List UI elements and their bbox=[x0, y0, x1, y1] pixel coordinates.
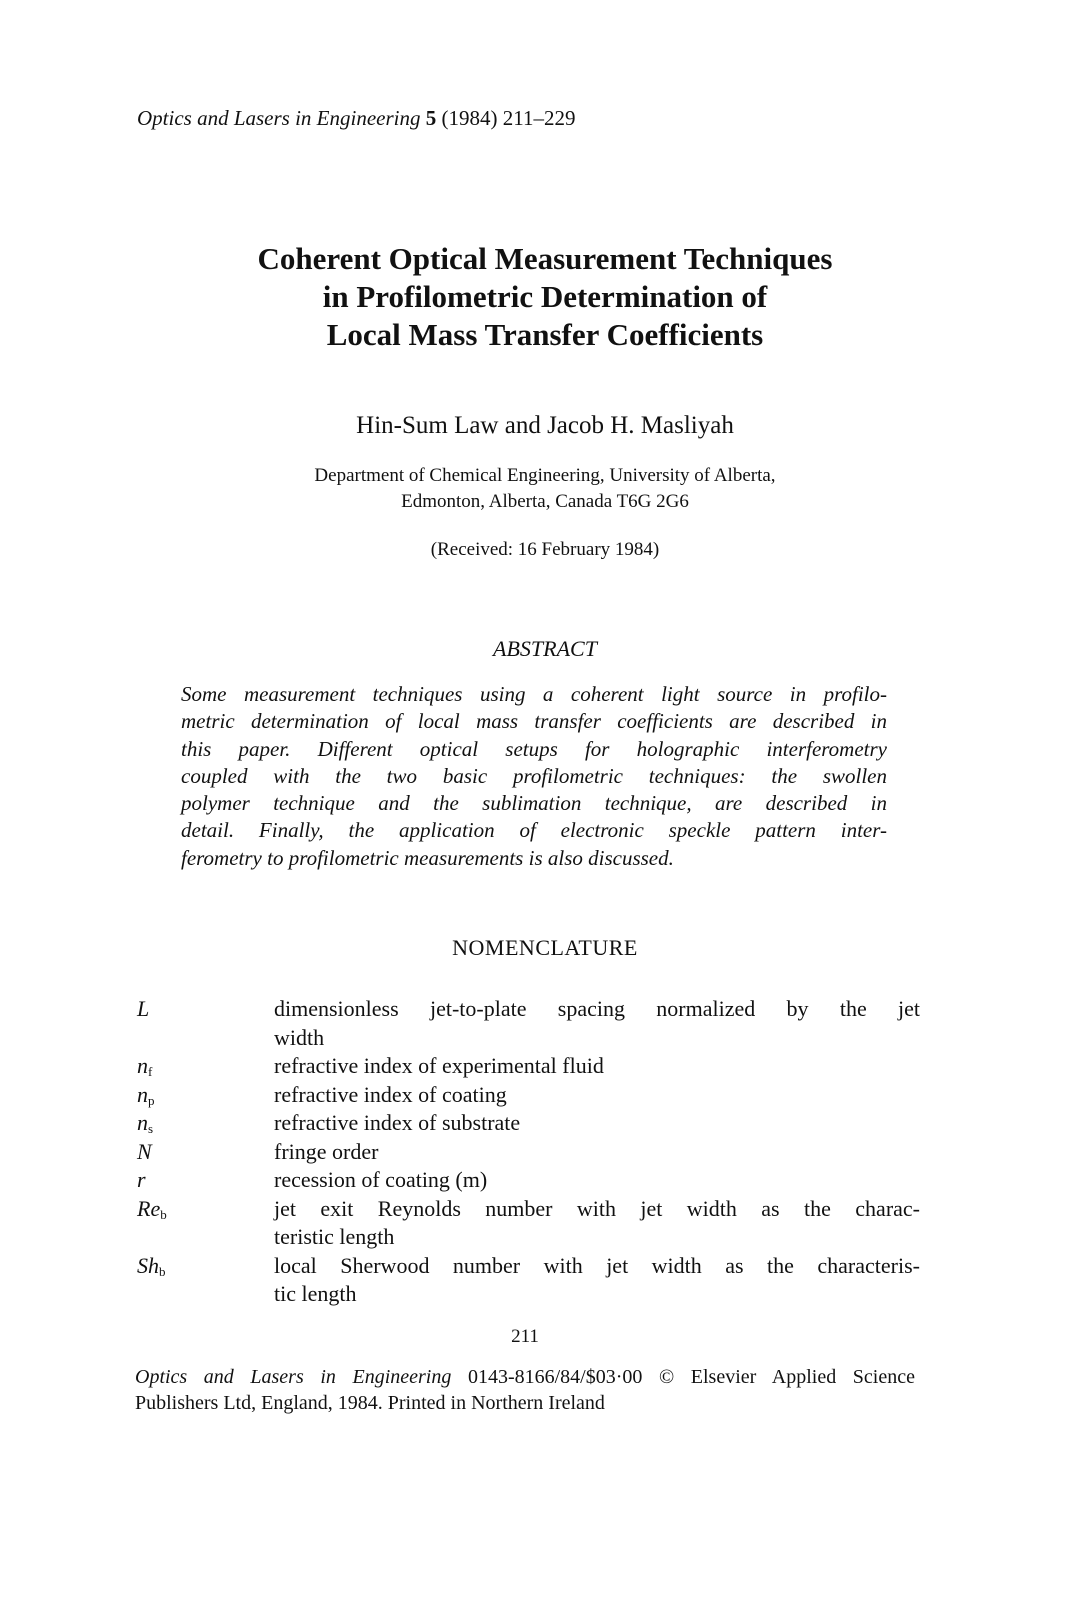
nomenclature-definition: refractive index of experimental fluid bbox=[274, 1053, 604, 1078]
nomenclature-item bbox=[137, 1109, 927, 1138]
affiliation-line: Department of Chemical Engineering, University of Alberta, bbox=[314, 465, 776, 486]
abstract-line: coupled with the two basic profilometric techniques: the swollen bbox=[181, 763, 887, 788]
title-line: Coherent Optical Measurement Techniques bbox=[257, 241, 833, 276]
nomenclature-item bbox=[137, 995, 927, 1052]
nomenclature-definition: fringe order bbox=[274, 1138, 379, 1164]
footer-line bbox=[135, 1364, 915, 1390]
nomenclature-heading: NOMENCLATURE bbox=[452, 935, 638, 960]
nomenclature-symbol: $Sh_b$ bbox=[137, 1252, 166, 1279]
abstract-body bbox=[181, 681, 887, 872]
nomenclature-symbol: L bbox=[137, 996, 150, 1021]
nomenclature-item bbox=[137, 1252, 927, 1309]
abstract-line: polymer technique and the sublimation technique, are described in bbox=[181, 791, 887, 816]
nomenclature-definition: refractive index of coating bbox=[274, 1081, 507, 1107]
affiliation-line: Edmonton, Alberta, Canada T6G 2G6 bbox=[401, 491, 689, 512]
nomenclature-symbol: $n_p$ bbox=[137, 1081, 155, 1108]
nomenclature-item bbox=[137, 1081, 927, 1110]
nomenclature-symbol: N bbox=[137, 1138, 152, 1164]
nomenclature-list bbox=[137, 995, 927, 1309]
nomenclature-item bbox=[137, 1138, 927, 1167]
journal-year-pages: (1984) 211–229 bbox=[441, 106, 576, 130]
title-line: Local Mass Transfer Coefficients bbox=[326, 317, 764, 352]
authors: Hin-Sum Law and Jacob H. Masliyah bbox=[356, 412, 734, 439]
received-date: (Received: 16 February 1984) bbox=[430, 539, 660, 560]
affiliation bbox=[100, 463, 990, 515]
nomenclature-definition: jet exit Reynolds number with jet width as the charac- teristic length bbox=[274, 1195, 920, 1249]
nomenclature-symbol: $n_f$ bbox=[137, 1053, 153, 1079]
footer-journal: Optics and Lasers in Engineering bbox=[135, 1366, 452, 1388]
nomenclature-symbol: $Re_b$ bbox=[137, 1195, 167, 1222]
page-number: 211 bbox=[511, 1326, 539, 1347]
footer-issn: 0143-8166/84/$03·00 © Elsevier Applied Science bbox=[467, 1366, 915, 1388]
nomenclature-definition: recession of coating (m) bbox=[274, 1167, 488, 1192]
publisher-footer bbox=[135, 1364, 915, 1416]
nomenclature-definition: refractive index of substrate bbox=[274, 1110, 521, 1135]
journal-header bbox=[137, 106, 575, 131]
abstract-line: detail. Finally, the application of electronic speckle pattern inter- bbox=[181, 818, 887, 843]
abstract-line: this paper. Different optical setups for holographic interferometry bbox=[181, 736, 887, 761]
nomenclature-item bbox=[137, 1052, 927, 1081]
footer-line: Publishers Ltd, England, 1984. Printed in Northern Ireland bbox=[135, 1392, 605, 1414]
abstract-line: Some measurement techniques using a coherent light source in profilo- bbox=[181, 682, 887, 706]
nomenclature-item bbox=[137, 1195, 927, 1252]
abstract-line: ferometry to profilometric measurements is also discussed. bbox=[181, 845, 674, 870]
abstract-heading: ABSTRACT bbox=[493, 636, 597, 661]
nomenclature-symbol: $n_s$ bbox=[137, 1110, 154, 1136]
title-line: in Profilometric Determination of bbox=[322, 279, 768, 314]
journal-name: Optics and Lasers in Engineering bbox=[137, 106, 421, 130]
paper-title bbox=[100, 240, 990, 354]
nomenclature-definition: dimensionless jet-to-plate spacing normalized by the jet width bbox=[274, 996, 920, 1050]
abstract-line: metric determination of local mass transfer coefficients are described in bbox=[181, 709, 887, 734]
nomenclature-definition: local Sherwood number with jet width as the characteris- tic length bbox=[274, 1252, 920, 1306]
journal-volume: 5 bbox=[425, 106, 437, 130]
nomenclature-item bbox=[137, 1166, 927, 1195]
nomenclature-symbol: r bbox=[137, 1167, 146, 1192]
